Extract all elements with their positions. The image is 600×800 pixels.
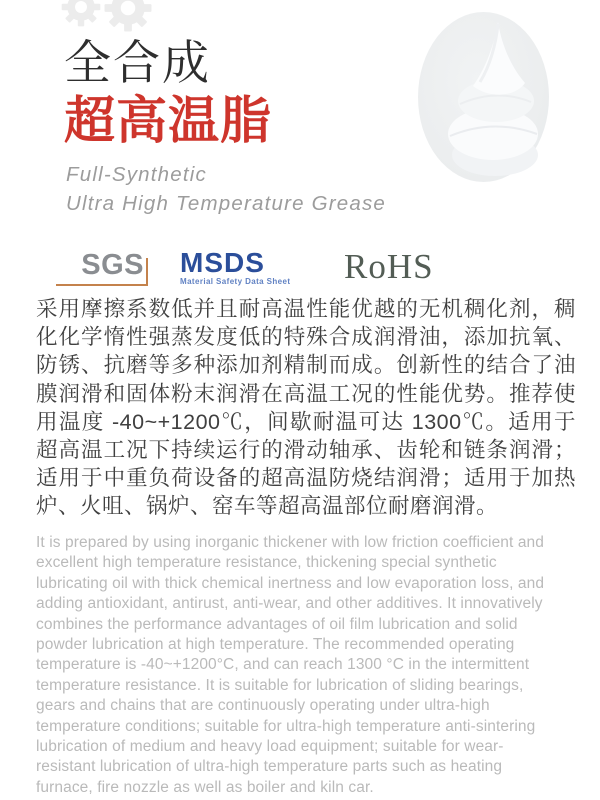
subtitle-en-line1: Full-Synthetic	[66, 163, 207, 186]
grease-swirl-image	[440, 18, 546, 178]
gear-icon	[58, 0, 104, 30]
msds-logo-subtitle: Material Safety Data Sheet	[180, 276, 291, 286]
subtitle-en-line2: Ultra High Temperature Grease	[66, 192, 387, 215]
msds-logo-label: MSDS	[180, 246, 265, 278]
title-cn-line1: 全合成	[64, 36, 211, 89]
sgs-logo-vertical-line	[146, 258, 148, 286]
description-english: It is prepared by using inorganic thickener with low friction coefficient and excellent high temperature resistance, thickening special synthetic lubricating oil with thick chemical inertness and low evaporation loss, and adding antioxidant, antirust, anti-wear, and other additives. It innovatively combines the performance advantages of oil film lubrication and solid powder lubrication at high temperature. The recommended operating temperature is -40~+1200°C, and can reach 1300 °C in the intermittent temperature resistance. It is suitable for lubrication of sliding bearings, gears and chains that are continuously operating under ultra-high temperature conditions; suitable for ultra-high temperature anti-sintering lubrication of medium and heavy load equipment; suitable for wear-resistant lubrication of ultra-high temperature parts such as heating furnace, fire nozzle as well as boiler and kiln car.	[36, 534, 545, 796]
gear-icon	[100, 0, 156, 36]
certification-logos	[56, 242, 434, 292]
product-photo-circle	[418, 12, 549, 182]
description-chinese: 采用摩擦系数低并且耐高温性能优越的无机稠化剂，稠化化学惰性强蒸发度低的特殊合成润滑油，添加抗氧、防锈、抗磨等多种添加剂精制而成。创新性的结合了油膜润滑和固体粉末润滑在高温工况的性能优势。推荐使用温度 -40~+1200℃，间歇耐温可达 1300℃。适用于超高温工况下持续运行的滑动轴承、齿轮和链条润滑；适用于中重负荷设备的超高温防烧结润滑；适用于加热炉、火咀、锅炉、窑车等超高温部位耐磨润滑。	[36, 297, 576, 519]
sgs-logo-underline	[56, 284, 148, 286]
page-subtitle	[66, 160, 386, 218]
title-cn-line2: 超高温脂	[64, 92, 273, 149]
rohs-logo-label: RoHS	[344, 247, 434, 286]
rohs-logo	[344, 247, 434, 287]
sgs-logo-label: SGS	[81, 249, 144, 281]
sgs-logo	[56, 246, 148, 288]
page-title	[64, 36, 272, 150]
msds-logo	[180, 246, 320, 286]
